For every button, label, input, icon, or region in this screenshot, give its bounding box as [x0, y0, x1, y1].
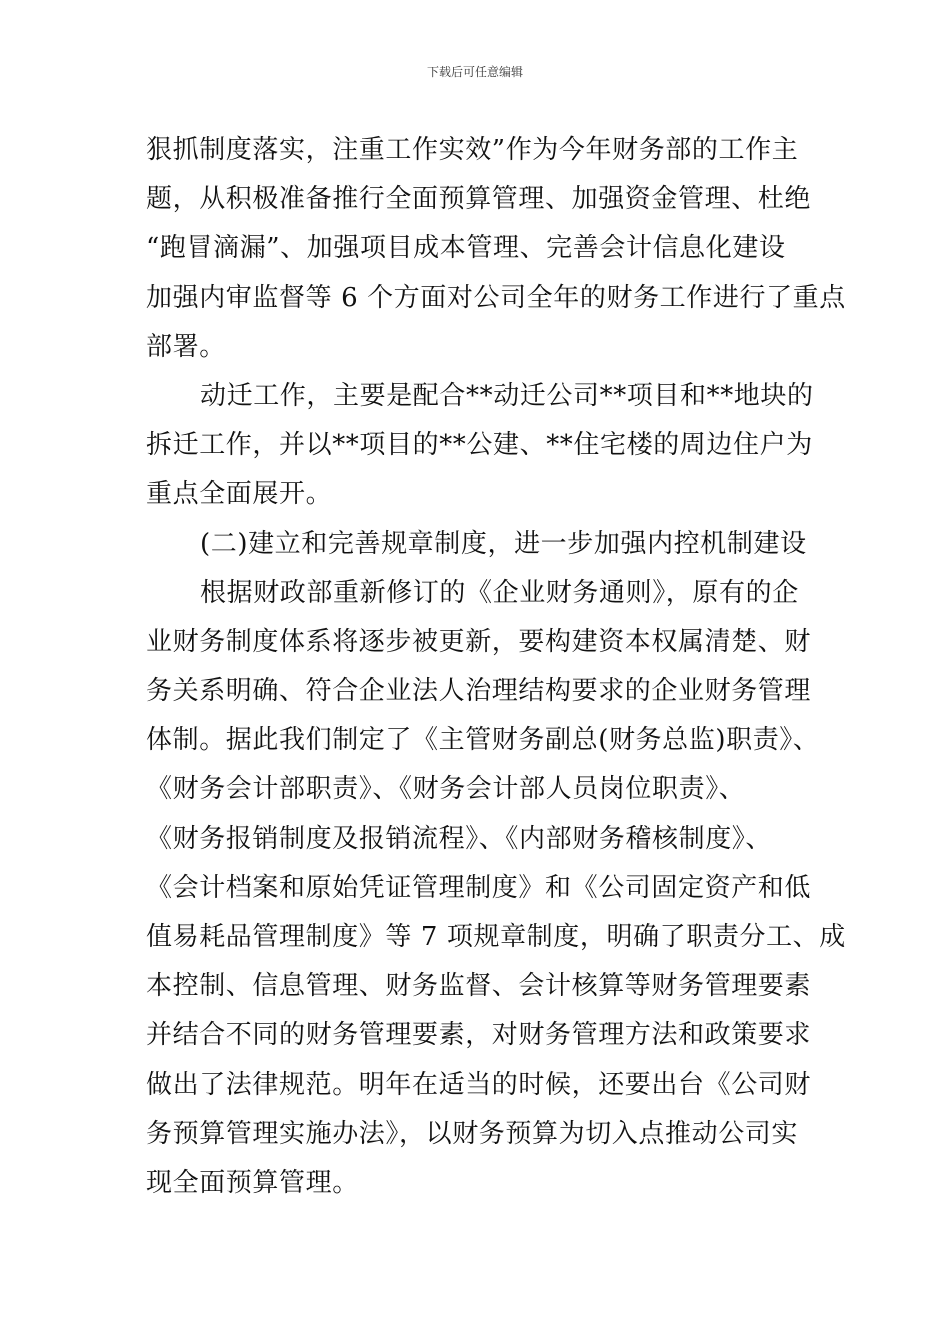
text-line: 重点全面展开。 [146, 479, 333, 510]
text-line: 《会计档案和原始凭证管理制度》和《公司固定资产和低 [146, 872, 812, 903]
text-line: 《财务报销制度及报销流程》、《内部财务稽核制度》、 [146, 823, 773, 854]
text-line: “跑冒滴漏”、加强项目成本管理、完善会计信息化建设 [146, 233, 786, 264]
text-line: 并结合不同的财务管理要素，对财务管理方法和政策要求 [146, 1020, 812, 1051]
text-line: 务关系明确、符合企业法人治理结构要求的企业财务管理 [146, 676, 812, 707]
paragraph-regulations [146, 569, 846, 1208]
text-line: 值易耗品管理制度》等 7 项规章制度，明确了职责分工、成 [146, 922, 846, 952]
text-line: 做出了法律规范。明年在适当的时候，还要出台《公司财 [146, 1069, 812, 1100]
text-line: 部署。 [146, 331, 226, 362]
text-line: 体制。据此我们制定了《主管财务副总(财务总监)职责》、 [146, 725, 820, 756]
page-header: 下载后可任意编辑 [426, 65, 523, 79]
text-line: 拆迁工作，并以**项目的**公建、**住宅楼的周边住户为 [146, 430, 813, 461]
text-line: 动迁工作，主要是配合**动迁公司**项目和**地块的 [200, 380, 814, 411]
text-line: 加强内审监督等 6 个方面对公司全年的财务工作进行了重点 [146, 282, 846, 313]
text-line: 狠抓制度落实，注重工作实效”作为今年财务部的工作主 [146, 135, 799, 165]
text-line: 务预算管理实施办法》，以财务预算为切入点推动公司实 [146, 1118, 799, 1149]
section-heading [146, 520, 816, 569]
document-body [146, 126, 846, 1208]
text-line: 题，从积极准备推行全面预算管理、加强资金管理、杜绝 [146, 184, 812, 215]
text-line: 根据财政部重新修订的《企业财务通则》，原有的企 [200, 577, 799, 608]
paragraph-work-theme [146, 126, 846, 372]
text-line: (二)建立和完善规章制度，进一步加强内控机制建设 [200, 528, 807, 559]
paragraph-relocation [146, 372, 816, 520]
text-line: 业财务制度体系将逐步被更新，要构建资本权属清楚、财 [146, 626, 812, 657]
text-line: 《财务会计部职责》、《财务会计部人员岗位职责》、 [146, 774, 746, 805]
text-line: 本控制、信息管理、财务监督、会计核算等财务管理要素 [146, 971, 812, 1002]
text-line: 现全面预算管理。 [146, 1167, 359, 1198]
